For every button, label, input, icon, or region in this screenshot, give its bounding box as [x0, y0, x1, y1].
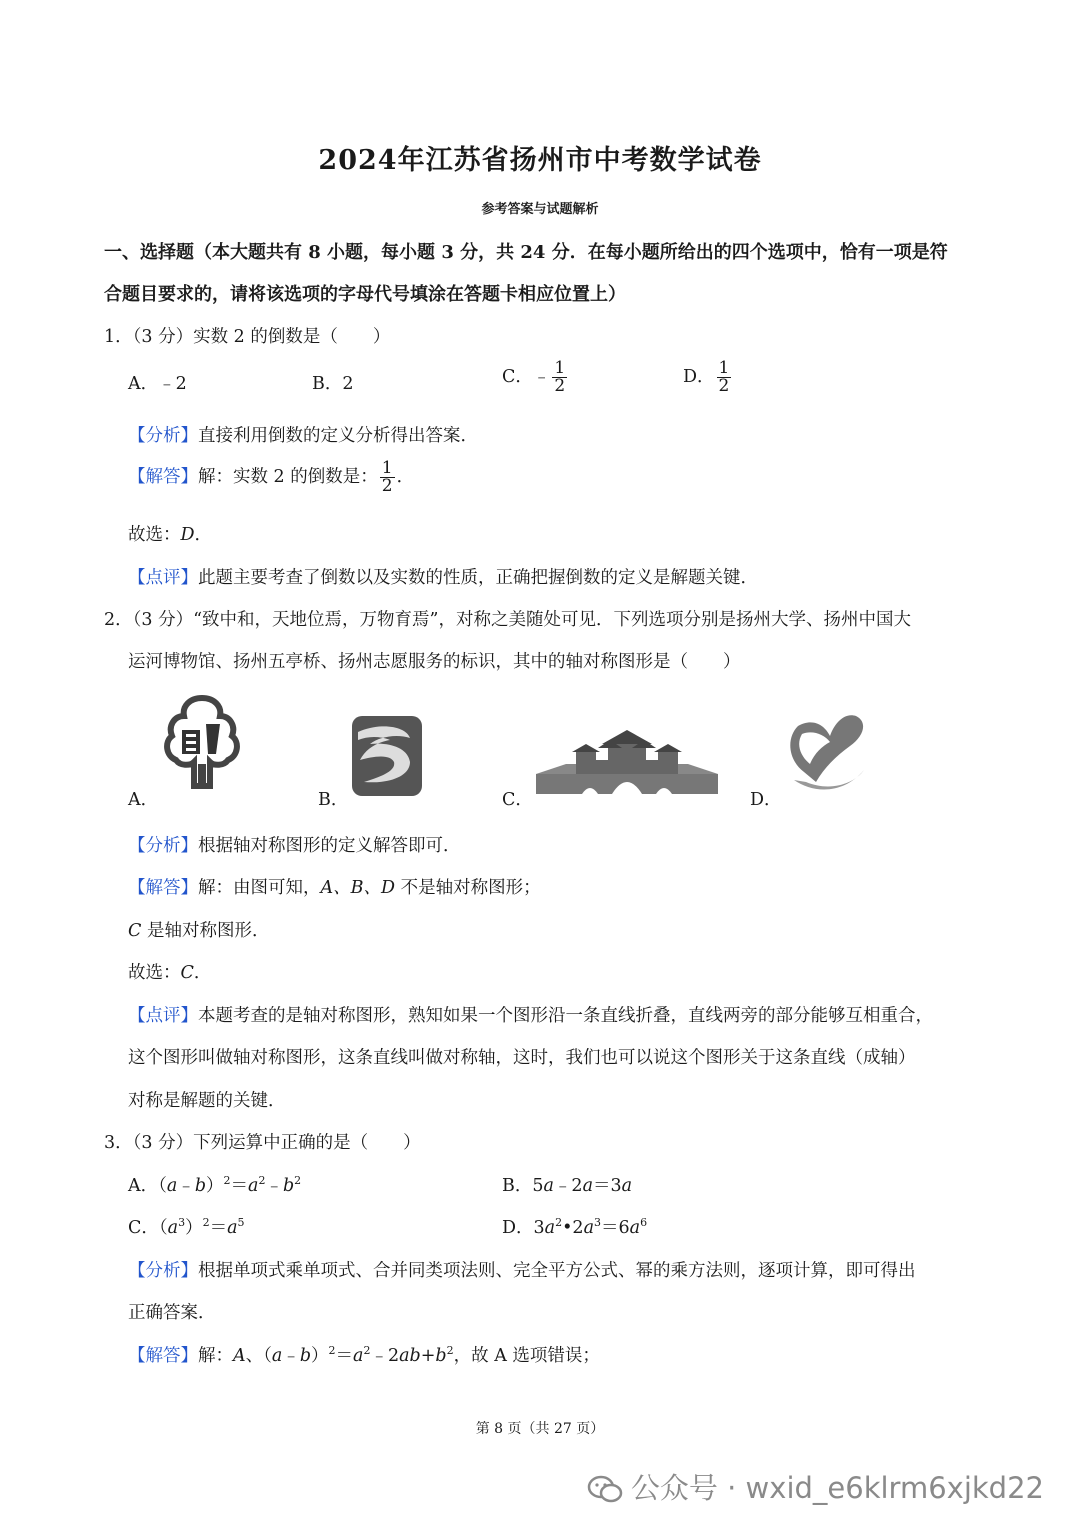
q2-option-a: A．: [128, 790, 159, 810]
q1-comment-text: 此题主要考查了倒数以及实数的性质，正确把握倒数的定义是解题关键．: [198, 568, 758, 588]
watermark: [587, 1466, 1044, 1507]
q2-comment-line3: 对称是解题的关键．: [128, 1091, 286, 1111]
q3-stem: 3．（3 分）下列运算中正确的是（ ）: [104, 1133, 421, 1153]
five-pavilion-bridge-logo: [536, 724, 718, 802]
watermark-text: 公众号 · wxid_e6klrm6xjkd22: [630, 1471, 1044, 1505]
fraction-numerator: 1: [554, 358, 566, 378]
q2-choice-prefix: 故选：: [128, 963, 181, 983]
answer-tag: 【解答】: [128, 878, 198, 898]
q2-comment-line2: 这个图形叫做轴对称图形，这条直线叫做对称轴，这时，我们也可以说这个图形关于这条直线（成轴）: [128, 1048, 916, 1068]
q2-option-d: D．: [750, 790, 782, 810]
comment-tag: 【点评】: [128, 1006, 198, 1026]
answer-tag: 【解答】: [128, 467, 198, 487]
volunteer-service-logo: [784, 710, 870, 802]
q2-answer-letters: A、B、D: [320, 878, 396, 898]
fraction-denominator: 2: [381, 476, 393, 496]
q2-answer-text: 解：由图可知，: [198, 878, 321, 898]
q1-option-c-fraction: [552, 360, 567, 395]
page-title: 2024年江苏省扬州市中考数学试卷: [318, 145, 762, 176]
q1-option-d-fraction: [717, 360, 732, 395]
analysis-tag: 【分析】: [128, 1261, 198, 1281]
q2-answer-rest: 不是轴对称图形；: [395, 878, 541, 898]
q3-analysis-text1: 根据单项式乘单项式、合并同类项法则、完全平方公式、幂的乘方法则，逐项计算，即可得出: [198, 1261, 916, 1281]
q1-option-d-label: D．: [683, 367, 715, 387]
fraction-numerator: 1: [381, 458, 393, 478]
yangzhou-university-logo: [160, 694, 244, 792]
analysis-tag: 【分析】: [128, 426, 198, 446]
q1-comment: [128, 564, 758, 589]
q3-option-a: A．$(a﹣b)^2=a^2﹣b^2$: [128, 1174, 302, 1196]
q1-option-d: [683, 360, 733, 395]
section-heading-line1: 一、选择题（本大题共有 8 小题，每小题 3 分，共 24 分．在每小题所给出的四个选项中，恰有一项是符: [104, 242, 948, 263]
comment-tag: 【点评】: [128, 568, 198, 588]
q2-answer: [128, 874, 541, 899]
q2-option-b: B．: [318, 790, 349, 810]
q1-analysis: [128, 422, 478, 447]
page-subtitle: 参考答案与试题解析: [481, 202, 599, 217]
q1-option-b: B．2: [312, 374, 354, 394]
q2-stem-line2: 运河博物馆、扬州五亭桥、扬州志愿服务的标识，其中的轴对称图形是（ ）: [128, 652, 741, 672]
q1-answer: [128, 460, 414, 495]
section-heading-line2: 合题目要求的，请将该选项的字母代号填涂在答题卡相应位置上）: [104, 284, 626, 305]
q3-answer: 【解答】解：A、$(a﹣b)^2=a^2﹣2ab+b^2$，故 A 选项错误；: [128, 1344, 600, 1366]
q1-stem: 1．（3 分）实数 2 的倒数是（ ）: [104, 327, 391, 347]
q3-option-d: D．$3a^2•2a^3=6a^6$: [502, 1216, 648, 1238]
q1-answer-fraction: [380, 460, 395, 495]
q2-option-c: C．: [502, 790, 533, 810]
q2-stem-line1: 2．（3 分）“致中和，天地位焉，万物育焉”，对称之美随处可见．下列选项分别是扬州大学、扬州中国大: [104, 610, 911, 630]
q1-answer-end: ．: [396, 467, 415, 487]
q2-choice: [128, 959, 211, 984]
wechat-icon: [587, 1475, 623, 1505]
q3-analysis-line2: 正确答案．: [128, 1303, 216, 1323]
q2-analysis: [128, 832, 461, 857]
q1-option-a: A．﹣2: [128, 374, 187, 394]
q3-answer-prefix: 解：: [198, 1346, 233, 1366]
q2-choice-letter: C: [180, 963, 194, 983]
q3-analysis-line1: [128, 1257, 916, 1282]
q1-analysis-text: 直接利用倒数的定义分析得出答案．: [198, 426, 478, 446]
q2-answer-line2: [128, 917, 269, 942]
q3-option-c: C．$(a^3)^2=a^5$: [128, 1216, 245, 1238]
fraction-numerator: 1: [718, 358, 730, 378]
canal-museum-logo: [350, 714, 424, 798]
q3-answer-suffix: ，故 A 选项错误；: [453, 1346, 600, 1366]
q2-choice-end: ．: [193, 963, 212, 983]
q1-option-c: [502, 360, 569, 395]
q1-choice-letter: D: [180, 525, 195, 545]
analysis-tag: 【分析】: [128, 836, 198, 856]
q1-choice-end: ．: [194, 525, 213, 545]
q1-choice: [128, 521, 212, 546]
page-footer: 第 8 页（共 27 页）: [475, 1421, 605, 1437]
q1-answer-text: 解：实数 2 的倒数是：: [198, 467, 378, 487]
fraction-denominator: 2: [718, 376, 730, 396]
q1-choice-prefix: 故选：: [128, 525, 181, 545]
q1-option-c-label: C．: [502, 367, 533, 387]
q2-comment-line1: [128, 1002, 933, 1027]
fraction-denominator: 2: [554, 376, 566, 396]
q2-answer2-letter: C: [128, 921, 142, 941]
q1-option-c-sign: ﹣: [532, 367, 551, 387]
answer-tag: 【解答】: [128, 1346, 198, 1366]
q2-comment-text1: 本题考查的是轴对称图形，熟知如果一个图形沿一条直线折叠，直线两旁的部分能够互相重合，: [198, 1006, 933, 1026]
q2-analysis-text: 根据轴对称图形的定义解答即可．: [198, 836, 461, 856]
q2-answer2-rest: 是轴对称图形．: [141, 921, 270, 941]
q3-option-b: B．5a﹣2a＝3a: [502, 1176, 633, 1196]
